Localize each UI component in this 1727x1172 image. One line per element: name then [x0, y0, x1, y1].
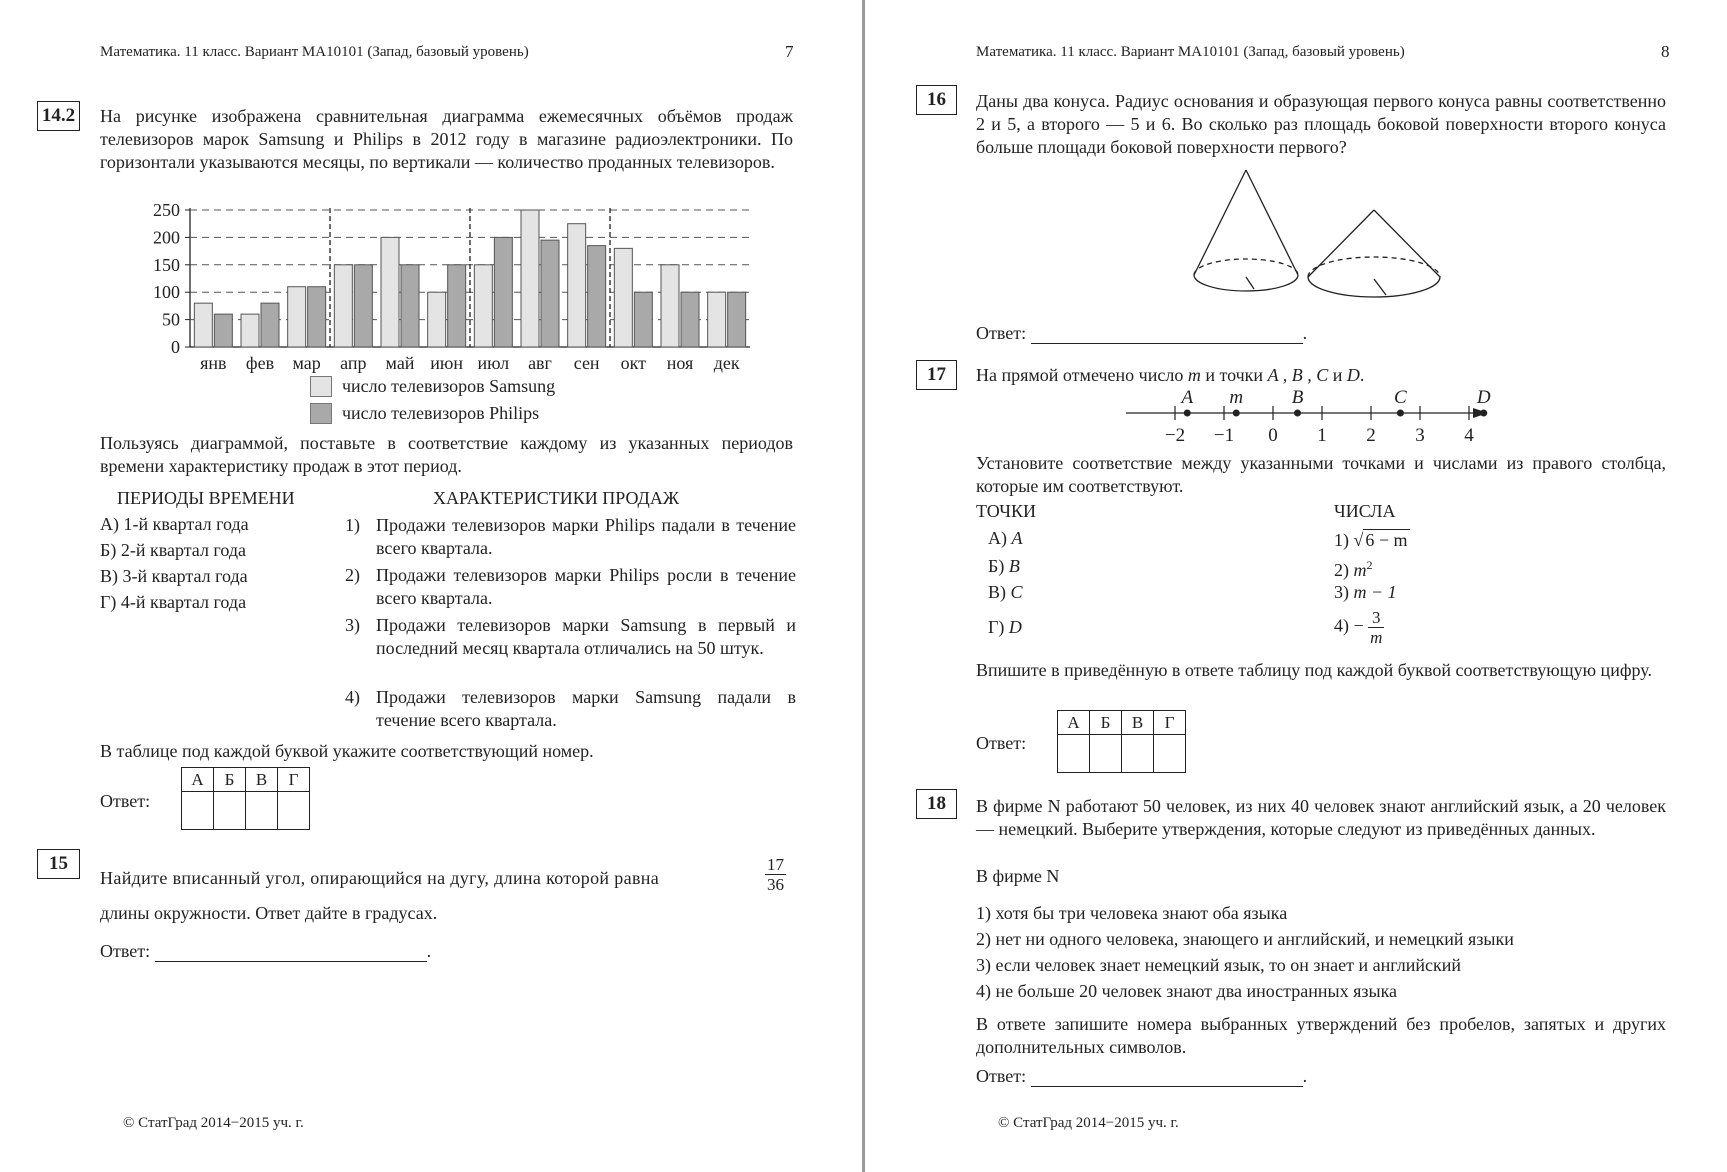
y-tick-label: 250: [153, 200, 180, 220]
answer-field[interactable]: [1031, 325, 1303, 344]
q17-intro-d: D: [1346, 365, 1360, 385]
question-number-16: 16: [916, 85, 957, 115]
question-number-15: 15: [37, 849, 80, 879]
answer-letter: Б: [1090, 711, 1122, 735]
number-prefix: 2): [1334, 560, 1349, 580]
fraction-numerator: 3: [1368, 608, 1384, 628]
number-line-tick-label: −1: [1213, 425, 1235, 445]
x-tick-label: май: [385, 353, 415, 373]
legend-swatch-samsung: [310, 376, 332, 397]
answer-end: .: [1302, 1066, 1308, 1086]
bar-philips: [728, 292, 746, 347]
answer-letter: Г: [278, 768, 310, 792]
q17-intro-end: .: [1359, 365, 1365, 385]
bar-samsung: [381, 237, 399, 347]
answer-field[interactable]: [1031, 1068, 1303, 1087]
x-tick-label: июл: [477, 353, 510, 373]
bar-philips: [261, 303, 279, 347]
answer-end: .: [1302, 323, 1308, 343]
q18-answer-line: [976, 1066, 1307, 1087]
q17-instruction: Установите соответствие между указанными точками и числами из правого столбца, которые им соответствуют.: [976, 453, 1666, 496]
page-number: 8: [1661, 42, 1670, 61]
characteristic-number: 3): [345, 615, 360, 635]
numbers-column-title: ЧИСЛА: [1334, 501, 1396, 521]
number-item: [1334, 530, 1410, 551]
number-exponent: 2: [1366, 558, 1373, 572]
characteristic-text: Продажи телевизоров марки Philips падали в течение всего квартала.: [376, 515, 796, 558]
bar-samsung: [568, 224, 586, 347]
period-item: В) 3-й квартал года: [100, 566, 248, 586]
statement-item: 2) нет ни одного человека, знающего и английский, и немецкий языки: [976, 929, 1514, 949]
answer-cell[interactable]: [182, 792, 214, 830]
q14-instruction: Пользуясь диаграммой, поставьте в соответствие каждому из указанных периодов времени характеристику продаж в этот период.: [100, 433, 793, 476]
characteristic-text: Продажи телевизоров марки Samsung падали в течение всего квартала.: [376, 687, 796, 730]
answer-letter: А: [182, 768, 214, 792]
point-item: [988, 582, 1023, 603]
bar-samsung: [334, 265, 352, 347]
q15-answer-line: [100, 941, 431, 962]
q17-intro: [976, 365, 1364, 386]
number-prefix: 1): [1334, 530, 1349, 550]
number-prefix: 3): [1334, 582, 1349, 602]
fraction-denominator: 36: [767, 875, 784, 894]
number-sign: −: [1353, 615, 1364, 636]
y-tick-label: 100: [153, 282, 180, 303]
number-expr: m − 1: [1353, 582, 1397, 602]
number-line-tick-label: 3: [1415, 425, 1425, 445]
points-column-title: ТОЧКИ: [976, 501, 1037, 521]
number-item: [1334, 582, 1397, 603]
number-line-tick-label: −2: [1164, 425, 1186, 445]
q18-text: В фирме N работают 50 человек, из них 40 человек знают английский язык, а 20 человек — немецкий. Выберите утверждения, которые следуют из приведённых данных.: [976, 796, 1666, 839]
characteristic-number: 1): [345, 515, 360, 535]
answer-end: .: [426, 941, 432, 961]
q16-text: Даны два конуса. Радиус основания и образующая первого конуса равны соответственно 2 и 5, а второго — 5 и 6. Во сколько раз площадь боковой поверхности второго конуса больше площади боковой поверхности первого?: [976, 91, 1666, 157]
answer-cell[interactable]: [1122, 735, 1154, 773]
bar-samsung: [428, 292, 446, 347]
point-name: B: [1008, 556, 1020, 576]
point-item: [988, 528, 1023, 549]
number-line-tick-label: 2: [1366, 425, 1376, 445]
answer-letter: Б: [214, 768, 246, 792]
number-line-point-label: C: [1394, 387, 1407, 408]
q17-intro-points: A , B , C: [1267, 365, 1329, 385]
right-page: [866, 0, 1727, 1172]
q15-text-continued: длины окружности. Ответ дайте в градусах.: [100, 903, 438, 923]
number-line-point-label: A: [1181, 387, 1194, 408]
point-name: D: [1008, 617, 1022, 637]
characteristic-number: 2): [345, 565, 360, 585]
answer-cell[interactable]: [1154, 735, 1186, 773]
page-header: Математика. 11 класс. Вариант МА10101 (Запад, базовый уровень): [100, 44, 529, 60]
q15-fraction: [765, 855, 786, 894]
y-tick-label: 0: [171, 337, 180, 357]
point-name: A: [1011, 528, 1023, 548]
bar-samsung: [194, 303, 212, 347]
page-divider: [862, 0, 865, 1172]
legend-label-philips: число телевизоров Philips: [342, 403, 540, 423]
x-tick-label: дек: [713, 353, 740, 373]
number-prefix: 4): [1334, 615, 1349, 636]
q16-answer-line: [976, 323, 1307, 344]
point-item: [988, 617, 1022, 638]
bar-philips: [354, 265, 372, 347]
cone-1: [1194, 170, 1298, 291]
q18-instruction: В ответе запишите номера выбранных утверждений без пробелов, запятых и других дополнительных символов.: [976, 1014, 1666, 1057]
x-tick-label: ноя: [666, 353, 694, 373]
legend-label-samsung: число телевизоров Samsung: [342, 376, 556, 396]
q17-answer-label: Ответ:: [976, 733, 1027, 753]
number-expr: m: [1353, 560, 1367, 580]
x-tick-label: авг: [528, 353, 552, 373]
point-name: C: [1010, 582, 1023, 602]
number-item: [1334, 608, 1384, 647]
characteristic-text: Продажи телевизоров марки Samsung в первый и последний месяц квартала отличались на 50 штук.: [376, 615, 796, 658]
y-tick-label: 150: [153, 254, 180, 275]
number-expr: 6 − m: [1365, 530, 1408, 550]
question-number-17: 17: [916, 360, 957, 390]
page-header: Математика. 11 класс. Вариант МА10101 (Запад, базовый уровень): [976, 44, 1405, 60]
statement-item: 4) не больше 20 человек знают два иностранных языка: [976, 981, 1398, 1001]
x-tick-label: фев: [245, 353, 275, 373]
number-line-point-label: D: [1476, 387, 1491, 408]
point-prefix: Г): [988, 617, 1005, 637]
q17-intro-text: На прямой отмечено число: [976, 365, 1184, 385]
x-tick-label: сен: [573, 353, 600, 373]
bar-samsung: [661, 265, 679, 347]
fraction-numerator: 17: [767, 855, 784, 874]
bar-philips: [308, 287, 326, 347]
left-page: [0, 0, 862, 1172]
x-tick-label: мар: [292, 353, 321, 373]
statement-item: 3) если человек знает немецкий язык, то он знает и английский: [976, 955, 1461, 975]
bar-chart: [130, 200, 760, 380]
answer-cell[interactable]: [1090, 735, 1122, 773]
characteristics-column-title: ХАРАКТЕРИСТИКИ ПРОДАЖ: [433, 488, 679, 508]
footer: © СтатГрад 2014−2015 уч. г.: [998, 1115, 1179, 1131]
period-item: Г) 4-й квартал года: [100, 592, 247, 612]
x-tick-label: апр: [340, 353, 367, 373]
number-line-point: [1294, 410, 1301, 417]
answer-cell[interactable]: [278, 792, 310, 830]
question-number-14-2: 14.2: [37, 101, 80, 131]
answer-cell[interactable]: [214, 792, 246, 830]
x-tick-label: окт: [620, 353, 647, 373]
x-tick-label: янв: [200, 353, 227, 373]
answer-cell[interactable]: [246, 792, 278, 830]
bar-samsung: [241, 314, 259, 347]
point-prefix: Б): [988, 556, 1005, 576]
cone-2: [1308, 210, 1440, 297]
bar-philips: [541, 240, 559, 347]
answer-field[interactable]: [155, 943, 427, 962]
bar-philips: [448, 265, 466, 347]
number-line-point: [1233, 410, 1240, 417]
answer-cell[interactable]: [1058, 735, 1090, 773]
answer-label: Ответ:: [976, 1066, 1027, 1086]
answer-label: Ответ:: [100, 941, 151, 961]
answer-letter: А: [1058, 711, 1090, 735]
number-item: [1334, 558, 1373, 581]
q15-text: Найдите вписанный угол, опирающийся на дугу, длина которой равна: [100, 868, 660, 888]
fraction-denominator: m: [1370, 628, 1383, 647]
characteristic-text: Продажи телевизоров марки Philips росли в течение всего квартала.: [376, 565, 796, 608]
q17-intro-m: m: [1187, 365, 1201, 385]
number-line-point: [1184, 410, 1191, 417]
number-line-point: [1480, 410, 1487, 417]
point-prefix: А): [988, 528, 1007, 548]
bar-samsung: [614, 248, 632, 347]
answer-letter: В: [1122, 711, 1154, 735]
periods-column-title: ПЕРИОДЫ ВРЕМЕНИ: [117, 488, 295, 508]
answer-letter: Г: [1154, 711, 1186, 735]
page-number: 7: [785, 42, 794, 61]
q14-answer-table: [181, 767, 310, 830]
bar-philips: [494, 237, 512, 347]
number-line: [1116, 385, 1496, 445]
x-tick-label: июн: [430, 353, 464, 373]
bar-philips: [401, 265, 419, 347]
q17-answer-table: [1057, 710, 1186, 773]
number-line-tick-label: 1: [1317, 425, 1327, 445]
answer-letter: В: [246, 768, 278, 792]
cones-figure: [1186, 165, 1466, 305]
q14-text: На рисунке изображена сравнительная диаграмма ежемесячных объёмов продаж телевизоров марок Samsung и Philips в 2012 году в магазине радиоэлектроники. По горизонтали указываются месяцы, по вертикали — количество проданных телевизоров.: [100, 106, 793, 172]
sqrt-sign: √: [1353, 530, 1364, 550]
bar-philips: [214, 314, 232, 347]
number-line-point-label: m: [1229, 387, 1244, 408]
q17-table-instruction: Впишите в приведённую в ответе таблицу под каждой буквой соответствующую цифру.: [976, 660, 1652, 680]
bar-philips: [634, 292, 652, 347]
number-line-point: [1397, 410, 1404, 417]
q17-intro-and: и: [1332, 365, 1343, 385]
number-line-point-label: B: [1291, 387, 1304, 408]
answer-label: Ответ:: [976, 323, 1027, 343]
legend-swatch-philips: [310, 403, 332, 424]
number-fraction: [1368, 608, 1384, 647]
bar-samsung: [474, 265, 492, 347]
y-tick-label: 200: [153, 227, 180, 248]
question-number-18: 18: [916, 789, 957, 819]
statement-item: 1) хотя бы три человека знают оба языка: [976, 903, 1288, 923]
bar-samsung: [521, 210, 539, 347]
q14-table-instruction: В таблице под каждой буквой укажите соответствующий номер.: [100, 741, 594, 761]
bar-philips: [588, 246, 606, 347]
q17-intro-mid: и точки: [1205, 365, 1264, 385]
q14-answer-label: Ответ:: [100, 791, 151, 811]
point-prefix: В): [988, 582, 1006, 602]
bar-philips: [681, 292, 699, 347]
characteristic-number: 4): [345, 687, 360, 707]
q18-subtitle: В фирме N: [976, 866, 1060, 886]
number-line-tick-label: 0: [1268, 425, 1278, 445]
period-item: А) 1-й квартал года: [100, 514, 249, 534]
bar-samsung: [288, 287, 306, 347]
footer: © СтатГрад 2014−2015 уч. г.: [123, 1115, 304, 1131]
number-line-tick-label: 4: [1464, 425, 1474, 445]
bar-samsung: [708, 292, 726, 347]
period-item: Б) 2-й квартал года: [100, 540, 246, 560]
y-tick-label: 50: [162, 309, 180, 330]
point-item: [988, 556, 1020, 577]
